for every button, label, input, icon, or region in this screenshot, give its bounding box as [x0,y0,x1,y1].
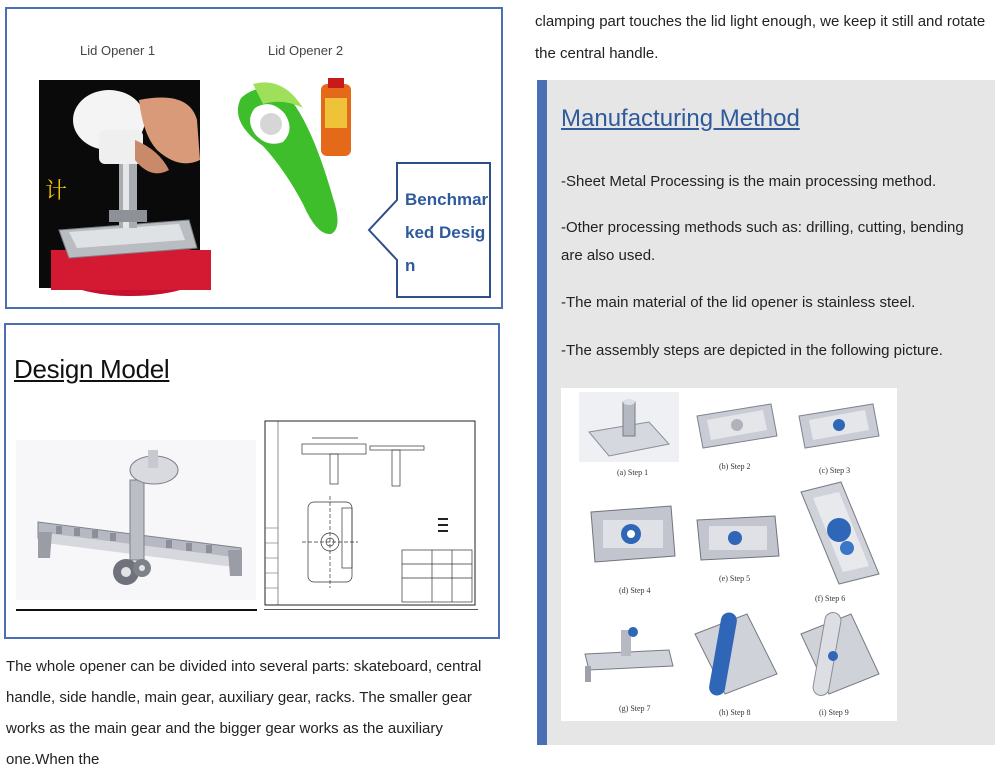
step-6-image [791,478,887,590]
step-5-caption: (e) Step 5 [719,574,751,583]
step-2-caption: (b) Step 2 [719,462,751,471]
manufacturing-line-3: -The main material of the lid opener is stainless steel. [561,294,916,311]
model-underline [16,609,257,611]
clamping-description-paragraph: clamping part touches the lid light enough, we keep it still and rotate the central handle. [535,13,986,62]
step-2-image [691,394,783,456]
step-7-image [581,620,679,690]
manufacturing-title: Manufacturing Method [561,105,800,132]
manufacturing-line-1: -Sheet Metal Processing is the main processing method. [561,173,937,190]
step-4-image [585,492,681,574]
design-model-title: Design Model [14,354,170,384]
assembly-steps-figure [561,388,897,721]
step-8-image [687,604,783,704]
engineering-drawing-image [262,418,478,608]
opener1-caption: Lid Opener 1 [80,43,156,58]
lid-opener-1-image [39,80,200,288]
step-9-caption: (i) Step 9 [819,708,849,717]
step-1-image [579,392,679,462]
step-8-caption: (h) Step 8 [719,708,751,717]
step-3-image [793,394,885,456]
step-3-caption: (c) Step 3 [819,466,851,475]
glyph-text: 计 [45,179,68,204]
step-6-caption: (f) Step 6 [815,594,846,603]
manufacturing-line-4: -The assembly steps are depicted in the following picture. [561,342,943,359]
benchmark-callout-text: Benchmarked Design [405,190,489,275]
opener2-caption: Lid Opener 2 [268,43,344,58]
lid-opener-2-image [233,78,357,238]
step-9-image [793,604,885,704]
step-4-caption: (d) Step 4 [619,586,651,595]
design-3d-model-image [16,440,256,600]
step-1-caption: (a) Step 1 [617,468,649,477]
step-5-image [691,506,783,568]
step-7-caption: (g) Step 7 [619,704,651,713]
manufacturing-line-2: -Other processing methods such as: drilling, cutting, bending are also used. [561,219,964,264]
drawing-underline [264,609,478,610]
parts-description-paragraph: The whole opener can be divided into several parts: skateboard, central handle, side handle, main gear, auxiliary gear, racks. The smaller gear works as the main gear and the bigger gear works as the auxiliary one.When the [6,658,482,768]
manufacturing-accent-bar [537,80,547,745]
